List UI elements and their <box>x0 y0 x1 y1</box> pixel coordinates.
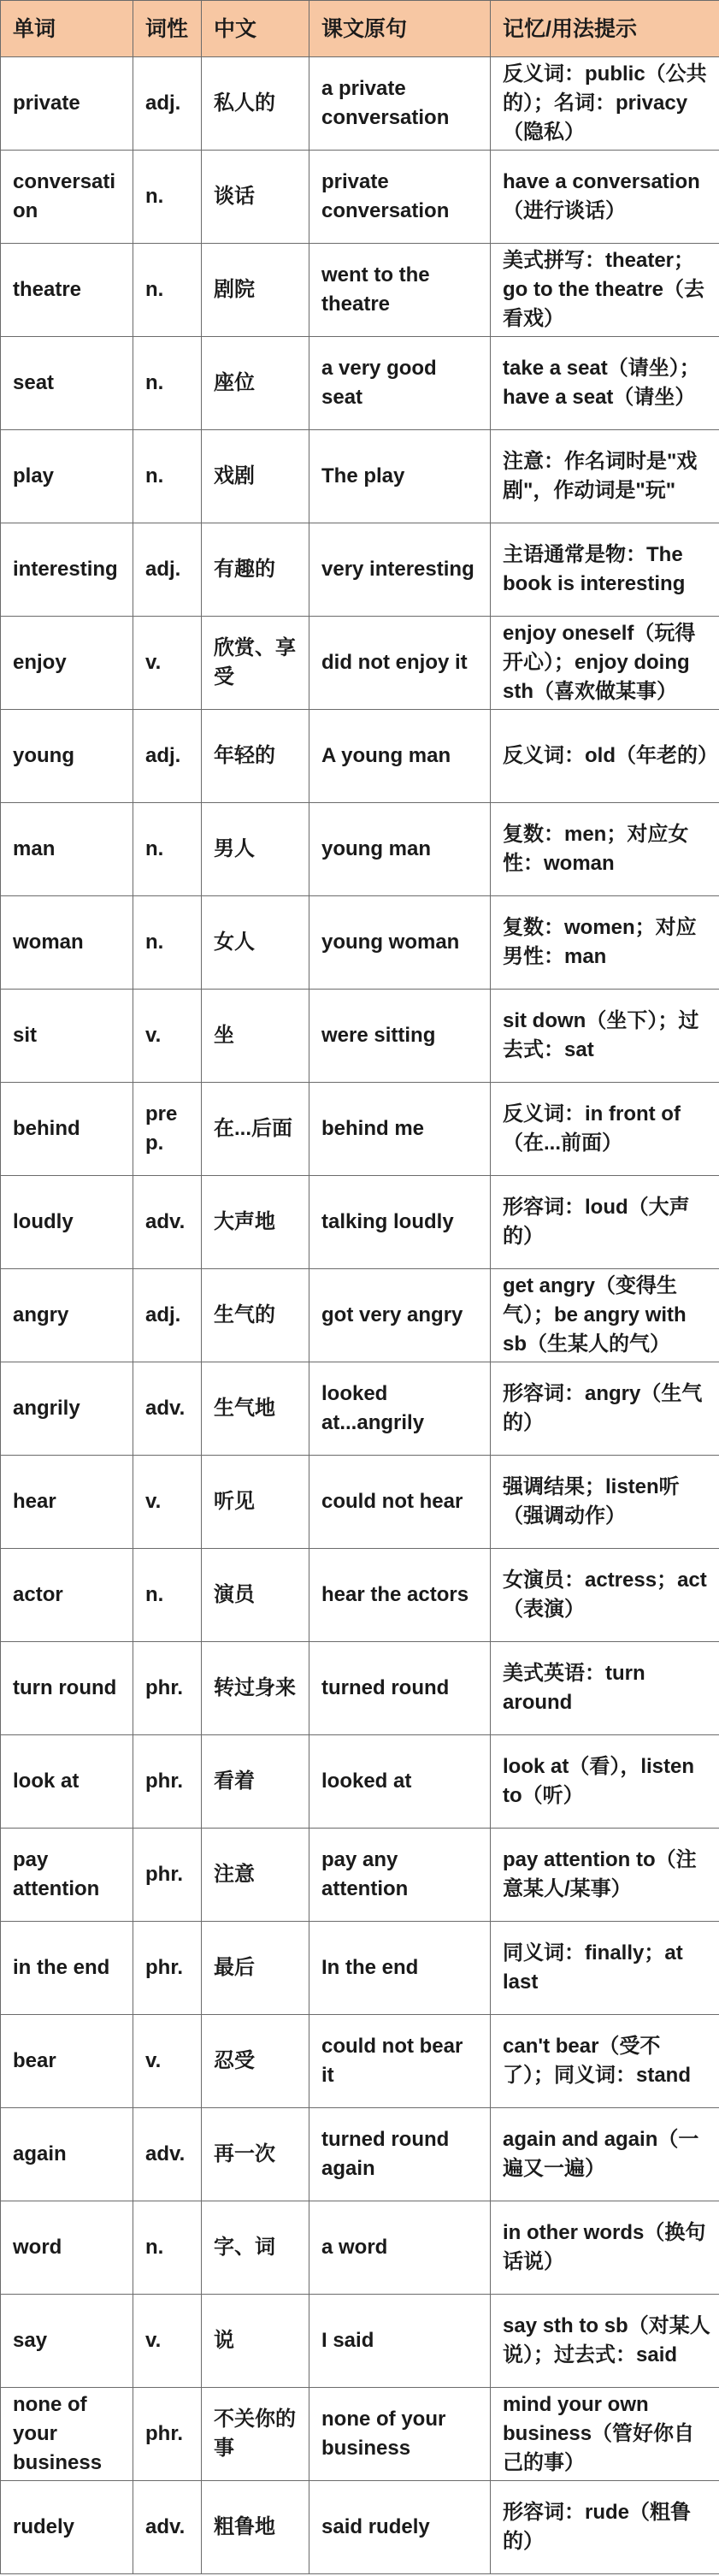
table-body <box>1 57 719 2574</box>
table-row <box>1 1176 719 1269</box>
cell-tip: 强调结果；listen听（强调动作） <box>491 1456 719 1549</box>
cell-tip: mind your own business（管好你自己的事） <box>491 2388 719 2481</box>
table-row <box>1 803 719 896</box>
header-tip: 记忆/用法提示 <box>491 1 719 57</box>
cell-chinese: 生气的 <box>202 1269 309 1362</box>
table-row <box>1 2015 719 2108</box>
table-row <box>1 2481 719 2574</box>
cell-source: could not hear <box>309 1456 491 1549</box>
cell-source: behind me <box>309 1083 491 1176</box>
cell-chinese: 谈话 <box>202 151 309 244</box>
cell-chinese: 注意 <box>202 1829 309 1922</box>
cell-tip: 反义词：in front of（在...前面） <box>491 1083 719 1176</box>
table-row <box>1 151 719 244</box>
cell-source: very interesting <box>309 523 491 617</box>
cell-chinese: 年轻的 <box>202 710 309 803</box>
cell-word: young <box>1 710 133 803</box>
table-row <box>1 57 719 151</box>
cell-word: loudly <box>1 1176 133 1269</box>
cell-chinese: 听见 <box>202 1456 309 1549</box>
cell-pos: adj. <box>133 1269 202 1362</box>
cell-tip: take a seat（请坐）；have a seat（请坐） <box>491 337 719 430</box>
table-row <box>1 1269 719 1362</box>
cell-source: hear the actors <box>309 1549 491 1642</box>
table-row <box>1 2108 719 2201</box>
cell-tip: 美式拼写：theater；go to the theatre（去看戏） <box>491 244 719 337</box>
cell-pos: n. <box>133 244 202 337</box>
cell-word: bear <box>1 2015 133 2108</box>
cell-tip: 形容词：rude（粗鲁的） <box>491 2481 719 2574</box>
cell-source: The play <box>309 430 491 523</box>
cell-source: did not enjoy it <box>309 617 491 710</box>
table-row <box>1 1829 719 1922</box>
cell-pos: phr. <box>133 1829 202 1922</box>
cell-pos: v. <box>133 2015 202 2108</box>
cell-word: theatre <box>1 244 133 337</box>
cell-tip: pay attention to（注意某人/某事） <box>491 1829 719 1922</box>
cell-pos: n. <box>133 1549 202 1642</box>
table-row <box>1 430 719 523</box>
cell-tip: say sth to sb（对某人说）；过去式：said <box>491 2295 719 2388</box>
table-header <box>1 1 719 57</box>
cell-source: talking loudly <box>309 1176 491 1269</box>
cell-word: behind <box>1 1083 133 1176</box>
cell-pos: adv. <box>133 1176 202 1269</box>
table-row <box>1 990 719 1083</box>
cell-chinese: 忍受 <box>202 2015 309 2108</box>
cell-chinese: 座位 <box>202 337 309 430</box>
cell-tip: again and again（一遍又一遍） <box>491 2108 719 2201</box>
cell-tip: 反义词：public（公共的）；名词：privacy（隐私） <box>491 57 719 151</box>
cell-word: pay attention <box>1 1829 133 1922</box>
cell-chinese: 坐 <box>202 990 309 1083</box>
cell-pos: v. <box>133 2295 202 2388</box>
table-row <box>1 1735 719 1829</box>
cell-chinese: 戏剧 <box>202 430 309 523</box>
cell-chinese: 演员 <box>202 1549 309 1642</box>
cell-source: pay any attention <box>309 1829 491 1922</box>
cell-chinese: 生气地 <box>202 1362 309 1456</box>
cell-tip: 美式英语：turn around <box>491 1642 719 1735</box>
table-row <box>1 896 719 990</box>
cell-source: A young man <box>309 710 491 803</box>
cell-word: rudely <box>1 2481 133 2574</box>
cell-word: sit <box>1 990 133 1083</box>
cell-source: a private conversation <box>309 57 491 151</box>
table-row <box>1 1362 719 1456</box>
header-pos: 词性 <box>133 1 202 57</box>
cell-word: word <box>1 2201 133 2295</box>
table-row <box>1 523 719 617</box>
cell-chinese: 粗鲁地 <box>202 2481 309 2574</box>
cell-pos: v. <box>133 990 202 1083</box>
cell-chinese: 私人的 <box>202 57 309 151</box>
cell-word: none of your business <box>1 2388 133 2481</box>
table-row <box>1 1549 719 1642</box>
cell-source: went to the theatre <box>309 244 491 337</box>
table-row <box>1 1083 719 1176</box>
cell-source: could not bear it <box>309 2015 491 2108</box>
cell-chinese: 再一次 <box>202 2108 309 2201</box>
cell-pos: adj. <box>133 57 202 151</box>
cell-pos: adv. <box>133 2481 202 2574</box>
cell-word: hear <box>1 1456 133 1549</box>
cell-pos: n. <box>133 151 202 244</box>
table-row <box>1 337 719 430</box>
cell-chinese: 在...后面 <box>202 1083 309 1176</box>
cell-chinese: 转过身来 <box>202 1642 309 1735</box>
cell-tip: sit down（坐下）；过去式：sat <box>491 990 719 1083</box>
cell-source: looked at <box>309 1735 491 1829</box>
cell-chinese: 大声地 <box>202 1176 309 1269</box>
cell-pos: phr. <box>133 1642 202 1735</box>
cell-word: seat <box>1 337 133 430</box>
cell-pos: prep. <box>133 1083 202 1176</box>
cell-chinese: 欣赏、享受 <box>202 617 309 710</box>
cell-word: turn round <box>1 1642 133 1735</box>
cell-source: turned round again <box>309 2108 491 2201</box>
table-row <box>1 2388 719 2481</box>
cell-word: look at <box>1 1735 133 1829</box>
cell-word: in the end <box>1 1922 133 2015</box>
cell-pos: adj. <box>133 710 202 803</box>
cell-tip: in other words（换句话说） <box>491 2201 719 2295</box>
cell-tip: 形容词：angry（生气的） <box>491 1362 719 1456</box>
cell-source: looked at...angrily <box>309 1362 491 1456</box>
table-row <box>1 617 719 710</box>
cell-tip: 反义词：old（年老的） <box>491 710 719 803</box>
cell-tip: can't bear（受不了）；同义词：stand <box>491 2015 719 2108</box>
header-word: 单词 <box>1 1 133 57</box>
cell-word: say <box>1 2295 133 2388</box>
cell-chinese: 男人 <box>202 803 309 896</box>
cell-pos: phr. <box>133 1922 202 2015</box>
cell-word: woman <box>1 896 133 990</box>
cell-source: I said <box>309 2295 491 2388</box>
cell-tip: 注意：作名词时是"戏剧"，作动词是"玩" <box>491 430 719 523</box>
table-row <box>1 244 719 337</box>
cell-source: turned round <box>309 1642 491 1735</box>
cell-chinese: 字、词 <box>202 2201 309 2295</box>
cell-tip: 复数：men；对应女性：woman <box>491 803 719 896</box>
cell-tip: 同义词：finally；at last <box>491 1922 719 2015</box>
cell-chinese: 有趣的 <box>202 523 309 617</box>
cell-chinese: 不关你的事 <box>202 2388 309 2481</box>
cell-pos: adv. <box>133 1362 202 1456</box>
table-row <box>1 710 719 803</box>
cell-pos: phr. <box>133 1735 202 1829</box>
cell-source: In the end <box>309 1922 491 2015</box>
cell-tip: 主语通常是物：The book is interesting <box>491 523 719 617</box>
cell-source: private conversation <box>309 151 491 244</box>
cell-source: a very good seat <box>309 337 491 430</box>
cell-word: interesting <box>1 523 133 617</box>
table-row <box>1 1456 719 1549</box>
header-source-sentence: 课文原句 <box>309 1 491 57</box>
cell-word: again <box>1 2108 133 2201</box>
cell-tip: 复数：women；对应男性：man <box>491 896 719 990</box>
header-chinese: 中文 <box>202 1 309 57</box>
cell-source: a word <box>309 2201 491 2295</box>
cell-pos: adj. <box>133 523 202 617</box>
cell-source: young woman <box>309 896 491 990</box>
cell-tip: 形容词：loud（大声的） <box>491 1176 719 1269</box>
table-row <box>1 1642 719 1735</box>
cell-tip: enjoy oneself（玩得开心）；enjoy doing sth（喜欢做某事） <box>491 617 719 710</box>
cell-pos: adv. <box>133 2108 202 2201</box>
cell-word: conversation <box>1 151 133 244</box>
cell-chinese: 看着 <box>202 1735 309 1829</box>
cell-word: play <box>1 430 133 523</box>
cell-pos: n. <box>133 2201 202 2295</box>
cell-tip: get angry（变得生气）；be angry with sb（生某人的气） <box>491 1269 719 1362</box>
cell-source: young man <box>309 803 491 896</box>
cell-tip: look at（看），listen to（听） <box>491 1735 719 1829</box>
cell-pos: v. <box>133 617 202 710</box>
cell-pos: n. <box>133 337 202 430</box>
cell-tip: have a conversation（进行谈话） <box>491 151 719 244</box>
cell-word: actor <box>1 1549 133 1642</box>
cell-source: were sitting <box>309 990 491 1083</box>
cell-source: said rudely <box>309 2481 491 2574</box>
cell-source: none of your business <box>309 2388 491 2481</box>
table-row <box>1 1922 719 2015</box>
cell-source: got very angry <box>309 1269 491 1362</box>
cell-word: angry <box>1 1269 133 1362</box>
cell-pos: n. <box>133 430 202 523</box>
cell-chinese: 女人 <box>202 896 309 990</box>
cell-pos: v. <box>133 1456 202 1549</box>
cell-chinese: 剧院 <box>202 244 309 337</box>
cell-word: enjoy <box>1 617 133 710</box>
table-row <box>1 2201 719 2295</box>
cell-chinese: 最后 <box>202 1922 309 2015</box>
cell-pos: n. <box>133 896 202 990</box>
table-row <box>1 2295 719 2388</box>
cell-chinese: 说 <box>202 2295 309 2388</box>
cell-word: private <box>1 57 133 151</box>
header-row <box>1 1 719 57</box>
cell-pos: n. <box>133 803 202 896</box>
cell-word: man <box>1 803 133 896</box>
cell-word: angrily <box>1 1362 133 1456</box>
cell-pos: phr. <box>133 2388 202 2481</box>
cell-tip: 女演员：actress；act（表演） <box>491 1549 719 1642</box>
